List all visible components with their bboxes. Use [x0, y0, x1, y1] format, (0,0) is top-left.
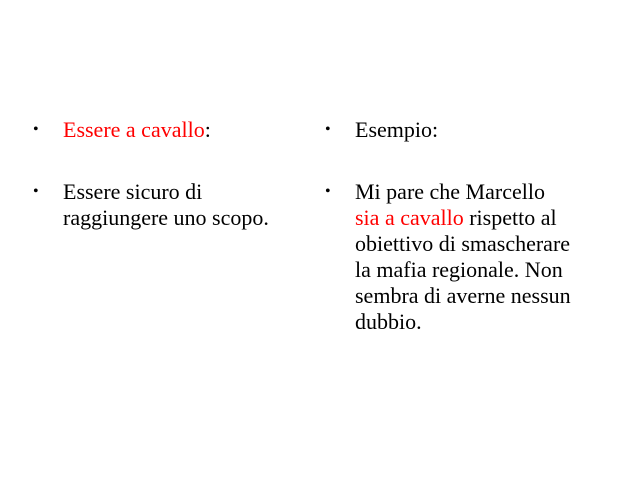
example-highlight: sia a cavallo — [355, 205, 464, 230]
bullet-definition — [33, 179, 303, 231]
example-line-2-rest: rispetto al — [463, 205, 557, 230]
left-column — [33, 117, 303, 267]
example-line-3: obiettivo di smascherare — [355, 231, 571, 256]
definition-line-2: raggiungere uno scopo. — [63, 205, 269, 230]
bullet-expression — [33, 117, 303, 143]
bullet-example-label — [325, 117, 625, 143]
bullet-dot: • — [33, 121, 39, 138]
right-column — [325, 117, 625, 371]
example-line-4: la mafia regionale. Non — [355, 257, 563, 282]
expression-colon: : — [204, 117, 211, 142]
example-line-2 — [355, 205, 625, 231]
example-line-1: Mi pare che Marcello — [355, 179, 545, 204]
bullet-dot: • — [325, 183, 331, 200]
example-line-5: sembra di averne nessun — [355, 283, 571, 308]
bullet-dot: • — [33, 183, 39, 200]
expression-term: Essere a cavallo — [63, 117, 205, 142]
bullet-example-sentence — [325, 179, 625, 335]
example-line-6: dubbio. — [355, 309, 422, 334]
example-label: Esempio: — [355, 117, 439, 142]
definition-line-1: Essere sicuro di — [63, 179, 203, 204]
bullet-dot: • — [325, 121, 331, 138]
